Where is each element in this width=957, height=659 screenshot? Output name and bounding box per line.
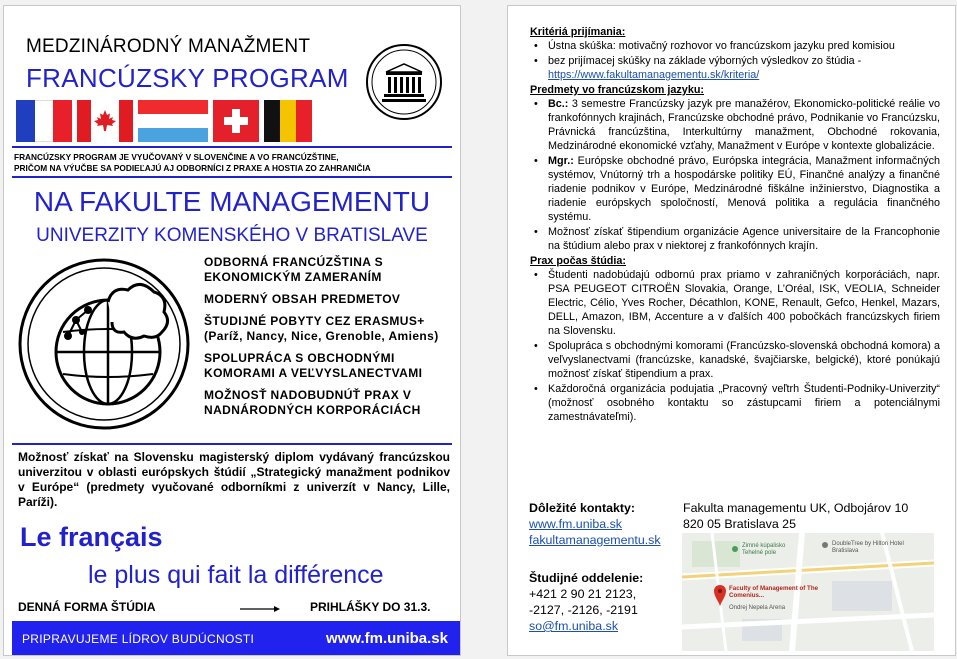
faculty-title: NA FAKULTE MANAGEMENTU	[33, 186, 431, 217]
program-note-line1: FRANCÚZSKY PROGRAM JE VYUČOVANÝ V SLOVENČINE A VO FRANCÚZŠTINE,	[14, 152, 339, 162]
footer-slogan: PRIPRAVUJEME LÍDROV BUDÚCNOSTI	[22, 632, 255, 646]
features-list	[204, 255, 454, 425]
program-note	[14, 152, 454, 174]
footer-website-link[interactable]: www.fm.uniba.sk	[326, 630, 448, 647]
criteria-section	[530, 25, 940, 425]
feature-item: SPOLUPRÁCA S OBCHODNÝMI KOMORAMI A VEĽVYSLANECTVAMI	[204, 351, 423, 380]
practice-item	[530, 339, 940, 381]
location-map[interactable]	[682, 533, 934, 651]
bc-text: 3 semestre Francúzsky jazyk pre manažérov, Ekonomicko-politické reálie vo frankofónnych krajinách, Francúzske obchodné právo, Podnikanie vo Francúzsku, Právnická francúzština, Interkultúrny manažment, Obchodné rokovania, Medzinárodné ekonomické vzťahy, Manažment v Európe v kontexte globalizácie.	[548, 98, 940, 152]
slogan-line2: le plus qui fait la différence	[88, 561, 384, 589]
program-note-line2: PRIČOM NA VÝUČBE SA PODIEĽAJÚ AJ ODBORNÍCI Z PRAXE A HOSTIA ZO ZAHRANIČIA	[14, 163, 371, 173]
university-logo-icon	[364, 42, 444, 122]
criteria-link[interactable]: https://www.fakultamanagementu.sk/kriteria/	[548, 69, 760, 81]
diploma-paragraph: Možnosť získať na Slovensku magisterský diplom vydávaný francúzskou univerzitou v oblasti európskych štúdií „Strategický manažment podnikov v Európe“ (predmety vyučované odborníkmi z univerzít v Nancy, Lille, Paríži).	[18, 450, 450, 509]
feature-item: ŠTUDIJNÉ POBYTY CEZ ERASMUS+ (Paríž, Nancy, Nice, Grenoble, Amiens)	[204, 314, 439, 343]
practice-text: Každoročná organizácia podujatia „Pracovný veľtrh Študenti-Podniky-Univerzity“ (možnosť osobného kontaktu so zástupcami firiem a potenciálnymi zamestnávateľmi).	[548, 383, 940, 423]
bc-label: Bc.:	[548, 98, 569, 110]
flyer-back-page	[507, 5, 956, 656]
divider-line	[12, 443, 452, 445]
flags-row	[16, 100, 312, 142]
phone-line2: -2127, -2126, -2191	[529, 603, 638, 617]
subjects-bc-item	[530, 97, 940, 153]
feature-item: MOŽNOSŤ NADOBUDNÚŤ PRAX V NADNÁRODNÝCH KORPORÁCIÁCH	[204, 388, 421, 417]
flag-switzerland-icon	[213, 100, 259, 142]
criteria-text: Ústna skúška: motivačný rozhovor vo francúzskom jazyku pred komisiou	[548, 40, 895, 52]
address-line2: 820 05 Bratislava 25	[683, 517, 796, 531]
map-bath-label: Zimné kúpalisko Tehelné pole	[742, 543, 786, 556]
flyer-front-page	[3, 5, 461, 656]
applications-deadline: PRIHLÁŠKY DO 31.3.	[310, 600, 431, 614]
contacts-block	[529, 500, 679, 634]
subjects-heading: Predmety vo francúzskom jazyku:	[530, 84, 705, 96]
map-hotel-label: DoubleTree by Hilton Hotel Bratislava	[832, 541, 904, 554]
address-line1: Fakulta managementu UK, Odbojárov 10	[683, 501, 909, 515]
divider-line	[12, 146, 452, 148]
criteria-item	[530, 54, 940, 82]
scholarship-text: Možnosť získať štipendium organizácie Agence universitaire de la Francophonie na štúdium alebo prax v niektorej z frankofónnych krajín.	[548, 226, 940, 252]
scholarship-item	[530, 225, 940, 253]
practice-heading: Prax počas štúdia:	[530, 255, 627, 267]
email-link[interactable]: so@fm.uniba.sk	[529, 619, 619, 633]
footer-bar	[12, 621, 461, 655]
criteria-text: bez prijímacej skúšky na základe výborných výsledkov zo štúdia -	[548, 55, 862, 67]
mgr-label: Mgr.:	[548, 155, 574, 167]
title-line2: FRANCÚZSKY PROGRAM	[26, 63, 349, 93]
map-arena-label: Ondrej Nepela Arena	[729, 605, 786, 611]
map-pin-label: Faculty of Management of The Comenius...	[729, 585, 819, 599]
address-block	[683, 500, 943, 532]
arrow-right-icon	[240, 604, 280, 614]
slogan-line1: Le français	[20, 522, 163, 552]
website-link[interactable]: www.fm.uniba.sk	[529, 517, 622, 531]
study-form: DENNÁ FORMA ŠTÚDIA	[18, 600, 156, 614]
globe-brain-icon	[16, 256, 192, 432]
flag-luxembourg-icon	[138, 100, 208, 142]
subjects-mgr-item	[530, 154, 940, 224]
feature-item: ODBORNÁ FRANCÚZŠTINA S EKONOMICKÝM ZAMERANÍM	[204, 255, 384, 284]
criteria-heading: Kritériá prijímania:	[530, 26, 626, 38]
faculty-link[interactable]: fakultamanagementu.sk	[529, 533, 661, 547]
phone-line1: +421 2 90 21 2123,	[529, 587, 637, 601]
practice-item	[530, 268, 940, 338]
flag-canada-icon	[77, 100, 133, 142]
flag-belgium-icon	[264, 100, 312, 142]
feature-item: MODERNÝ OBSAH PREDMETOV	[204, 292, 401, 306]
practice-text: Spolupráca s obchodnými komorami (Francúzsko-slovenská obchodná komora) a veľvyslanectvami (francúzske, kanadské, švajčiarske, belgické), ktoré ponúkajú možnosť získať štipendium a prax.	[548, 340, 940, 380]
practice-item	[530, 382, 940, 424]
mgr-text: Európske obchodné právo, Európska integrácia, Manažment informačných systémov, Vnútorný trh a hospodárske politiky EÚ, Finančné analýzy a finančné riadenie podnikov v Európe, Medzinárodné fiškálne inžinierstvo, Diagnostika a riadenie európskych spoločností, Menová politika a regulácia finančného systému.	[548, 155, 940, 223]
office-heading: Študijné oddelenie:	[529, 571, 644, 585]
university-title: UNIVERZITY KOMENSKÉHO V BRATISLAVE	[36, 225, 428, 246]
flag-france-icon	[16, 100, 72, 142]
divider-line	[12, 176, 452, 178]
title-line1: MEDZINÁRODNÝ MANAŽMENT	[26, 36, 311, 57]
practice-text: Študenti nadobúdajú odbornú prax priamo v zahraničných korporáciách, napr. PSA PEUGEOT CITROËN Slovakia, Orange, L’Oréal, ISK, VEOLIA, Schneider Electric, Célio, Yves Rocher, Décathlon, KONE, Renault, Gefco, Henkel, Mazars, DELL, Amazon, IBM, Accenture a v ďalších 400 pobočkách francúzskych firiem na Slovensku.	[548, 269, 940, 337]
criteria-item	[530, 39, 940, 53]
contacts-heading: Dôležité kontakty:	[529, 501, 636, 515]
